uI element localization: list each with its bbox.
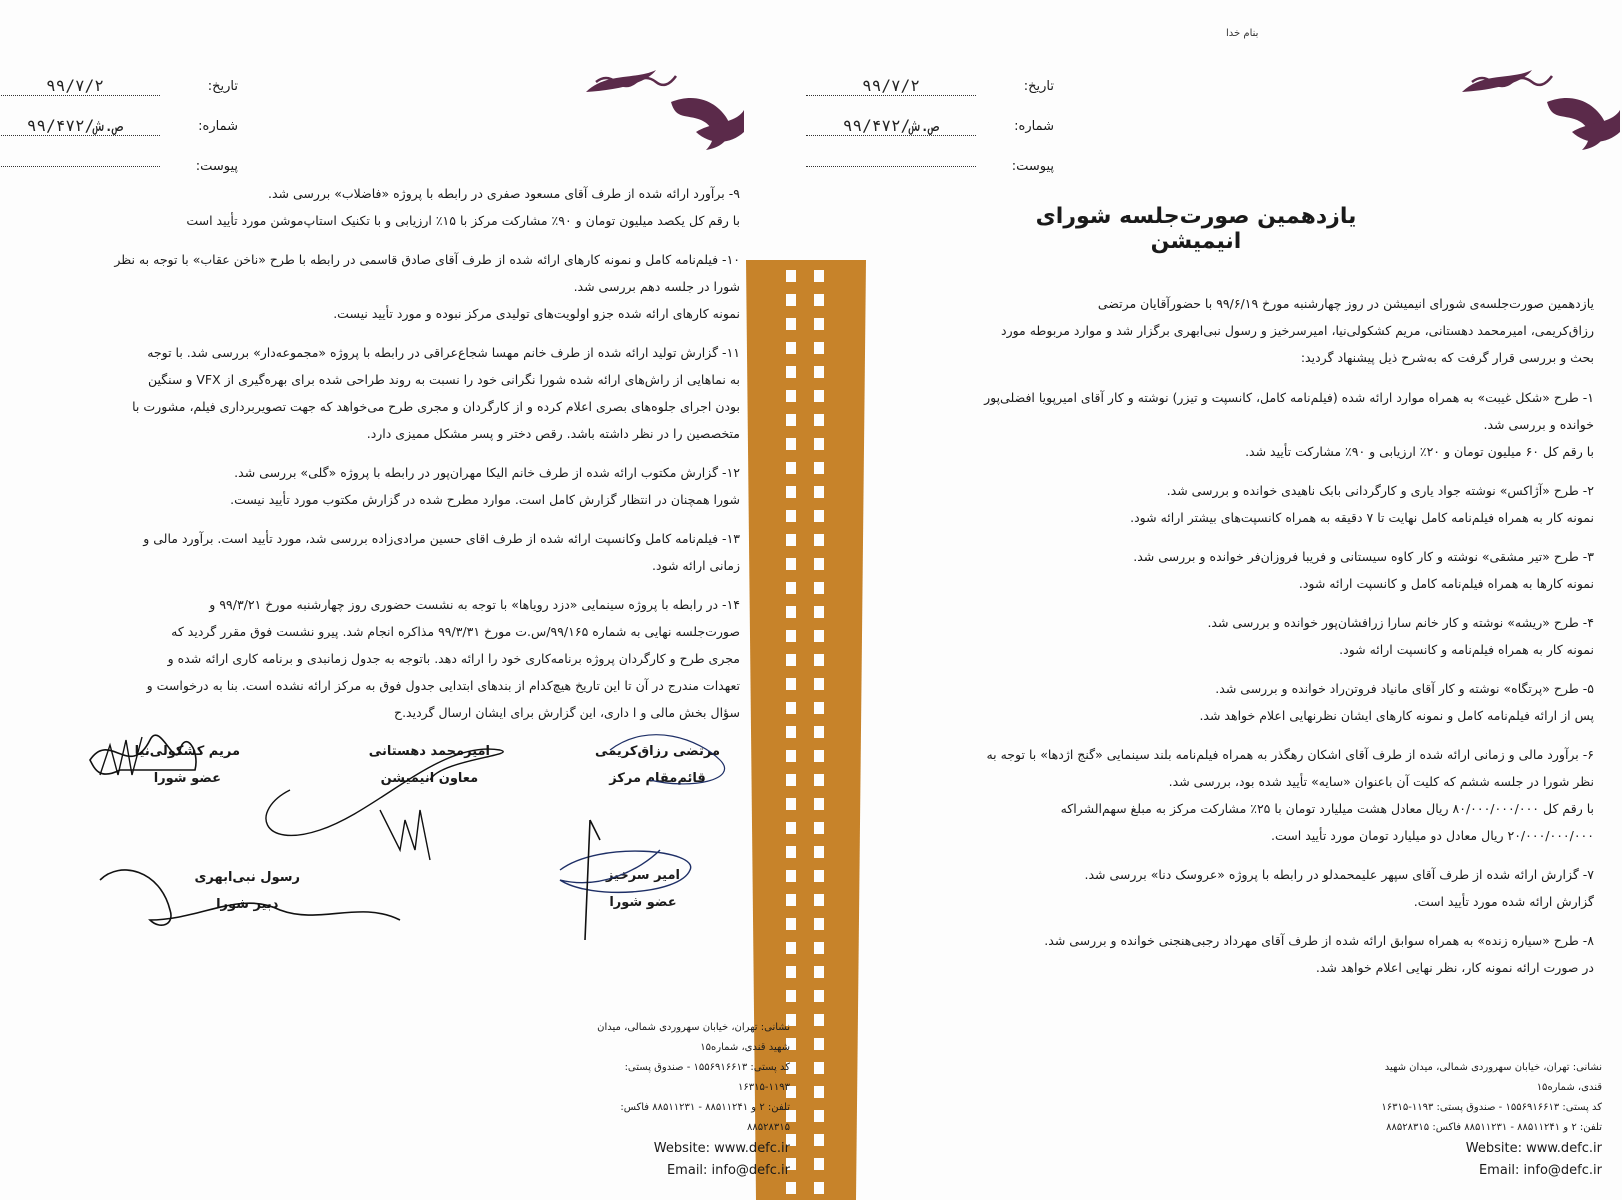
minutes-body-continued	[20, 180, 740, 738]
minutes-item	[20, 591, 740, 726]
item-line: ۳- طرح «تیر مشقی» نوشته و کار کاوه سیستانی و فریبا فروزان‌فر خوانده و بررسی شد.	[1133, 549, 1594, 564]
film-perforation	[814, 726, 824, 738]
minutes-item	[894, 741, 1594, 849]
item-line: در صورت ارائه نمونه کار، نظر نهایی اعلام خواهد شد.	[1315, 960, 1594, 975]
minutes-item	[20, 180, 740, 234]
signatures-block	[20, 744, 740, 950]
item-line: با رقم کل ۸۰/۰۰۰/۰۰۰/۰۰۰ ریال معادل هشت میلیارد تومان با ۲۵٪ مشارکت مرکز به مبلغ سهم‌الشراکه	[1060, 801, 1594, 816]
minutes-item	[894, 861, 1594, 915]
signatory-name: امیر سرخیز	[605, 868, 680, 883]
film-perforation	[786, 582, 796, 594]
item-line: شورا در جلسه دهم بررسی شد.	[573, 279, 740, 294]
film-perforation	[786, 678, 796, 690]
signatory-role: عضو شورا	[153, 771, 221, 786]
signatory	[195, 870, 301, 912]
signatory-role: قائم‌مقام مرکز	[609, 771, 706, 786]
film-perforation	[786, 318, 796, 330]
film-perforation	[814, 1110, 824, 1122]
item-line: ۹- برآورد ارائه شده از طرف آقای مسعود صفری در رابطه با پروژه «فاضلاب» بررسی شد.	[267, 186, 740, 201]
film-perforation	[786, 558, 796, 570]
film-perforation	[814, 1086, 824, 1098]
document-title: یازدهمین صورت‌جلسه شورای انیمیشن	[1035, 204, 1357, 254]
signatory	[369, 744, 490, 786]
film-perforation	[814, 822, 824, 834]
intro-line: رزاق‌کریمی، امیرمحمد دهستانی، مریم کشکولی‌نیا، امیرسرخیز و رسول نبی‌ابهری برگزار شد و موارد مربوطه مورد	[1001, 323, 1594, 338]
film-perforation	[814, 990, 824, 1002]
film-perforation	[814, 630, 824, 642]
item-line: ۶- برآورد مالی و زمانی ارائه شده از طرف آقای اشکان رهگذر به همراه فیلم‌نامه بلند سینمایی «گنج اژدها» با توجه به	[986, 747, 1594, 762]
film-perforation	[814, 462, 824, 474]
film-perforation	[814, 654, 824, 666]
left-page	[0, 0, 806, 1200]
item-line: ۱۰- فیلم‌نامه کامل و نمونه کارهای ارائه شده از طرف آقای صادق قاسمی در رابطه با طرح «ناخن عقاب» با توجه به نظر	[114, 252, 740, 267]
film-perforation	[786, 966, 796, 978]
attachment-value	[0, 166, 160, 167]
item-line: صورت‌جلسه نهایی به شماره ۹۹/۱۶۵/س.ت مورخ ۹۹/۳/۳۱ مذاکره انجام شد. پیرو نشست فوق مقرر گردید که	[171, 624, 740, 639]
film-perforation	[814, 1014, 824, 1026]
film-perforation	[814, 294, 824, 306]
intro-line: بحث و بررسی قرار گرفت که به‌شرح ذیل پیشنهاد گردید:	[1300, 350, 1594, 365]
signatory-name: امیرمحمد دهستانی	[368, 744, 490, 759]
film-perforation	[786, 774, 796, 786]
item-line: به نماهایی از راش‌های ارائه شده شورا نگرانی خود را نسبت به روند طراحی شده برای بهره‌گیری از VFX و سنگین	[147, 372, 740, 387]
number-value: ۹۹/۴۷۲/ص.ش	[806, 116, 976, 136]
item-line: ۱۱- گزارش تولید ارائه شده از طرف خانم مهسا شجاع‌عراقی در رابطه با پروژه «مجموعه‌دار» بررسی شد. با توجه	[147, 345, 740, 360]
footer-contact	[1372, 1058, 1602, 1182]
item-line: ۴- طرح «ریشه» نوشته و کار خانم سارا زرافشان‌پور خوانده و بررسی شد.	[1207, 615, 1594, 630]
item-line: ۸- طرح «سیاره زنده» به همراه سوابق ارائه شده از طرف آقای مهرداد رجبی‌هنجنی خوانده و بررسی شد.	[1044, 933, 1594, 948]
item-line: ۱- طرح «شکل غیبت» به همراه موارد ارائه شده (فیلم‌نامه کامل، کانسپت و تیزر) نوشته و کار آقای امیرپویا افضلی‌پور	[984, 390, 1594, 405]
item-line: نمونه کارهای ارائه شده جزو اولویت‌های تولیدی مرکز نبوده و مورد تأیید نیست.	[333, 306, 740, 321]
film-perforation	[814, 390, 824, 402]
film-perforation	[814, 270, 824, 282]
minutes-item	[894, 609, 1594, 663]
film-perforation	[814, 438, 824, 450]
item-line: نمونه کارها به همراه فیلم‌نامه کامل و کانسپت ارائه شود.	[1298, 576, 1594, 591]
film-perforation	[814, 606, 824, 618]
number-label: شماره:	[1014, 118, 1054, 134]
minutes-item	[20, 525, 740, 579]
film-perforation	[786, 366, 796, 378]
item-line: متخصصین را در نظر داشته باشد. رقص دختر و پسر مشکل ممیزی دارد.	[366, 426, 740, 441]
film-perforation	[814, 558, 824, 570]
film-perforation	[814, 750, 824, 762]
item-line: ۱۳- فیلم‌نامه کامل وکانسپت ارائه شده از طرف اقای حسین مرادی‌زاده بررسی شد، مورد تأیید است. برآورد مالی و	[143, 531, 740, 546]
film-perforation	[786, 1182, 796, 1194]
item-line: پس از ارائه فیلم‌نامه کامل و نمونه کارهای ایشان نظرنهایی اعلام خواهد شد.	[1199, 708, 1594, 723]
item-line: ۷- گزارش ارائه شده از طرف آقای سپهر علیمحمدلو در رابطه با پروژه «عروسک دنا» بررسی شد.	[1084, 867, 1594, 882]
signatory-role: دبیر شورا	[216, 897, 279, 912]
film-strip-icon	[806, 260, 866, 1200]
film-perforation	[814, 582, 824, 594]
film-perforation	[786, 534, 796, 546]
film-perforation	[814, 870, 824, 882]
minutes-item	[20, 339, 740, 447]
film-perforation	[814, 1158, 824, 1170]
minutes-body	[894, 384, 1594, 993]
film-perforation	[814, 510, 824, 522]
footer-email: Email: info@defc.ir	[1478, 1163, 1602, 1178]
film-perforation	[814, 894, 824, 906]
footer-website: Website: www.defc.ir	[1465, 1141, 1602, 1156]
minutes-item	[894, 477, 1594, 531]
signatory	[595, 744, 720, 786]
item-line: شورا همچنان در انتظار گزارش کامل است. موارد مطرح شده در گزارش مکتوب مورد تأیید نیست.	[230, 492, 740, 507]
film-perforation	[786, 726, 796, 738]
footer-phone: تلفن: ۲ و ۸۸۵۱۱۲۴۱ - ۸۸۵۱۱۲۳۱ فاکس: ۸۸۵۲۸۳۱۵	[1386, 1122, 1602, 1133]
minutes-item	[20, 246, 740, 327]
item-line: با رقم کل ۶۰ میلیون تومان و ۲۰٪ ارزیابی و ۹۰٪ مشارکت تأیید شد.	[1245, 444, 1594, 459]
film-perforation	[814, 1038, 824, 1050]
number-value: ۹۹/۴۷۲/ص.ش	[0, 116, 160, 136]
right-page	[806, 0, 1622, 1200]
signatory-role: معاون انیمیشن	[380, 771, 479, 786]
film-perforation	[814, 318, 824, 330]
item-line: نمونه کار به همراه فیلم‌نامه کامل نهایت تا ۷ دقیقه به همراه کانسپت‌های بیشتر ارائه شود.	[1130, 510, 1594, 525]
item-line: سؤال بخش مالی و ا داری، این گزارش برای ایشان ارسال گردید.ح	[394, 705, 740, 720]
signatory-name: رسول نبی‌ابهری	[194, 870, 300, 885]
film-perforation	[786, 990, 796, 1002]
film-perforation	[814, 774, 824, 786]
film-perforation	[814, 414, 824, 426]
film-perforation	[786, 270, 796, 282]
film-perforation	[786, 654, 796, 666]
film-perforation	[814, 534, 824, 546]
minutes-item	[894, 675, 1594, 729]
film-perforation	[786, 750, 796, 762]
intro-line: یازدهمین صورت‌جلسه‌ی شورای انیمیشن در روز چهارشنبه مورخ ۹۹/۶/۱۹ با حضورآقایان مرتضی	[1097, 296, 1594, 311]
footer-postal: کد پستی: ۱۵۵۶۹۱۶۶۱۳ - صندوق پستی: ۱۱۹۳-۱۶۳۱۵	[624, 1062, 790, 1093]
footer-address: نشانی: تهران، خیابان سهروردی شمالی، میدان شهید قندی، شماره۱۵	[597, 1022, 790, 1053]
film-perforation	[814, 1182, 824, 1194]
film-perforation	[786, 702, 796, 714]
item-line: ۵- طرح «پرتگاه» نوشته و کار آقای مانیاد فروتن‌راد خوانده و بررسی شد.	[1215, 681, 1594, 696]
minutes-item	[894, 384, 1594, 465]
film-perforation	[786, 606, 796, 618]
film-perforation	[786, 462, 796, 474]
item-line: ۱۲- گزارش مکتوب ارائه شده از طرف خانم الیکا مهران‌پور در رابطه با پروژه «گلی» بررسی شد.	[234, 465, 740, 480]
attachment-value	[806, 166, 976, 167]
item-line: ۲۰/۰۰۰/۰۰۰/۰۰۰ ریال معادل دو میلیارد تومان مورد تأیید است.	[1271, 828, 1594, 843]
film-perforation	[814, 366, 824, 378]
footer-postal: کد پستی: ۱۵۵۶۹۱۶۶۱۳ - صندوق پستی: ۱۱۹۳-۱۶۳۱۵	[1381, 1102, 1602, 1113]
footer-email: Email: info@defc.ir	[666, 1163, 790, 1178]
minutes-item	[20, 459, 740, 513]
footer-phone: تلفن: ۲ و ۸۸۵۱۱۲۴۱ - ۸۸۵۱۱۲۳۱ فاکس: ۸۸۵۲۸۳۱۵	[620, 1102, 790, 1133]
film-perforation	[786, 342, 796, 354]
item-line: مجری طرح و کارگردان پروژه برنامه‌کاری خود را ارائه دهد. باتوجه به جدول زمانبدی و برنامه کاری ارائه شده و	[167, 651, 740, 666]
film-perforation	[814, 846, 824, 858]
header-meta	[806, 66, 1054, 186]
date-label: تاریخ:	[207, 78, 238, 94]
signatory	[606, 868, 680, 910]
date-value: ۹۹/۷/۲	[806, 76, 976, 96]
film-perforation	[786, 894, 796, 906]
item-line: زمانی ارائه شود.	[651, 558, 740, 573]
minutes-item	[894, 543, 1594, 597]
item-line: نظر شورا در جلسه ششم که کلیت آن باعنوان «سایه» تأیید شده بود، بررسی شد.	[1168, 774, 1594, 789]
item-line: تعهدات مندرج در آن تا این تاریخ هیچ‌کدام از بندهای ابتدایی جدول فوق به مرکز ارائه نشده است. بنا به درخواست و	[146, 678, 740, 693]
attachment-label: پیوست:	[1011, 158, 1054, 174]
film-perforation	[814, 702, 824, 714]
item-line: خوانده و بررسی شد.	[1483, 417, 1594, 432]
film-perforation	[814, 1062, 824, 1074]
number-label: شماره:	[198, 118, 238, 134]
film-perforation	[814, 966, 824, 978]
film-perforation	[814, 678, 824, 690]
film-perforation	[786, 486, 796, 498]
film-perforation	[786, 414, 796, 426]
item-line: ۱۴- در رابطه با پروژه سینمایی «دزد رویاها» با توجه به نشست حضوری روز چهارشنبه مورخ ۹۹/۳/۲۱ و	[209, 597, 740, 612]
date-value: ۹۹/۷/۲	[0, 76, 160, 96]
defc-logo-icon	[576, 62, 746, 154]
film-perforation	[786, 870, 796, 882]
signatory-name: مریم کشکولی‌نیا	[134, 744, 240, 759]
item-line: ۲- طرح «آژاکس» نوشته جواد یاری و کارگردانی بابک ناهیدی خوانده و بررسی شد.	[1166, 483, 1594, 498]
film-perforation	[786, 798, 796, 810]
film-perforation	[786, 630, 796, 642]
film-perforation	[814, 918, 824, 930]
basmala: بنام خدا	[1226, 28, 1259, 39]
film-perforation	[786, 822, 796, 834]
film-perforation	[786, 846, 796, 858]
film-perforation	[786, 918, 796, 930]
signatory	[135, 744, 240, 786]
film-perforation	[786, 390, 796, 402]
film-perforation	[814, 1134, 824, 1146]
item-line: با رقم کل یکصد میلیون تومان و ۹۰٪ مشارکت مرکز با ۱۵٪ ارزیابی و با تکنیک استاپ‌موشن مورد تأیید است	[186, 213, 740, 228]
signatory-name: مرتضی رزاق‌کریمی	[595, 744, 720, 759]
item-line: بودن اجرای جلوه‌های بصری اعلام کرده و از کارگردان و مجری طرح می‌خواهد که جهت تصویربرداری فیلم، مشورت با	[132, 399, 740, 414]
film-perforation	[786, 510, 796, 522]
attachment-label: پیوست:	[195, 158, 238, 174]
film-perforation	[814, 486, 824, 498]
header-meta	[0, 66, 238, 186]
date-label: تاریخ:	[1023, 78, 1054, 94]
signatory-role: عضو شورا	[609, 895, 677, 910]
film-perforation	[786, 438, 796, 450]
minutes-intro	[894, 290, 1594, 371]
film-perforation	[814, 342, 824, 354]
film-perforation	[814, 942, 824, 954]
film-perforation	[814, 798, 824, 810]
footer-contact	[575, 1018, 790, 1182]
item-line: گزارش ارائه شده مورد تأیید است.	[1413, 894, 1594, 909]
item-line: نمونه کار به همراه فیلم‌نامه و کانسپت ارائه شود.	[1339, 642, 1594, 657]
footer-address: نشانی: تهران، خیابان سهروردی شمالی، میدان شهید قندی، شماره۱۵	[1384, 1062, 1602, 1093]
film-perforation	[786, 942, 796, 954]
footer-website: Website: www.defc.ir	[653, 1141, 790, 1156]
film-perforation	[786, 294, 796, 306]
defc-logo-icon	[1452, 62, 1622, 154]
minutes-item	[894, 927, 1594, 981]
